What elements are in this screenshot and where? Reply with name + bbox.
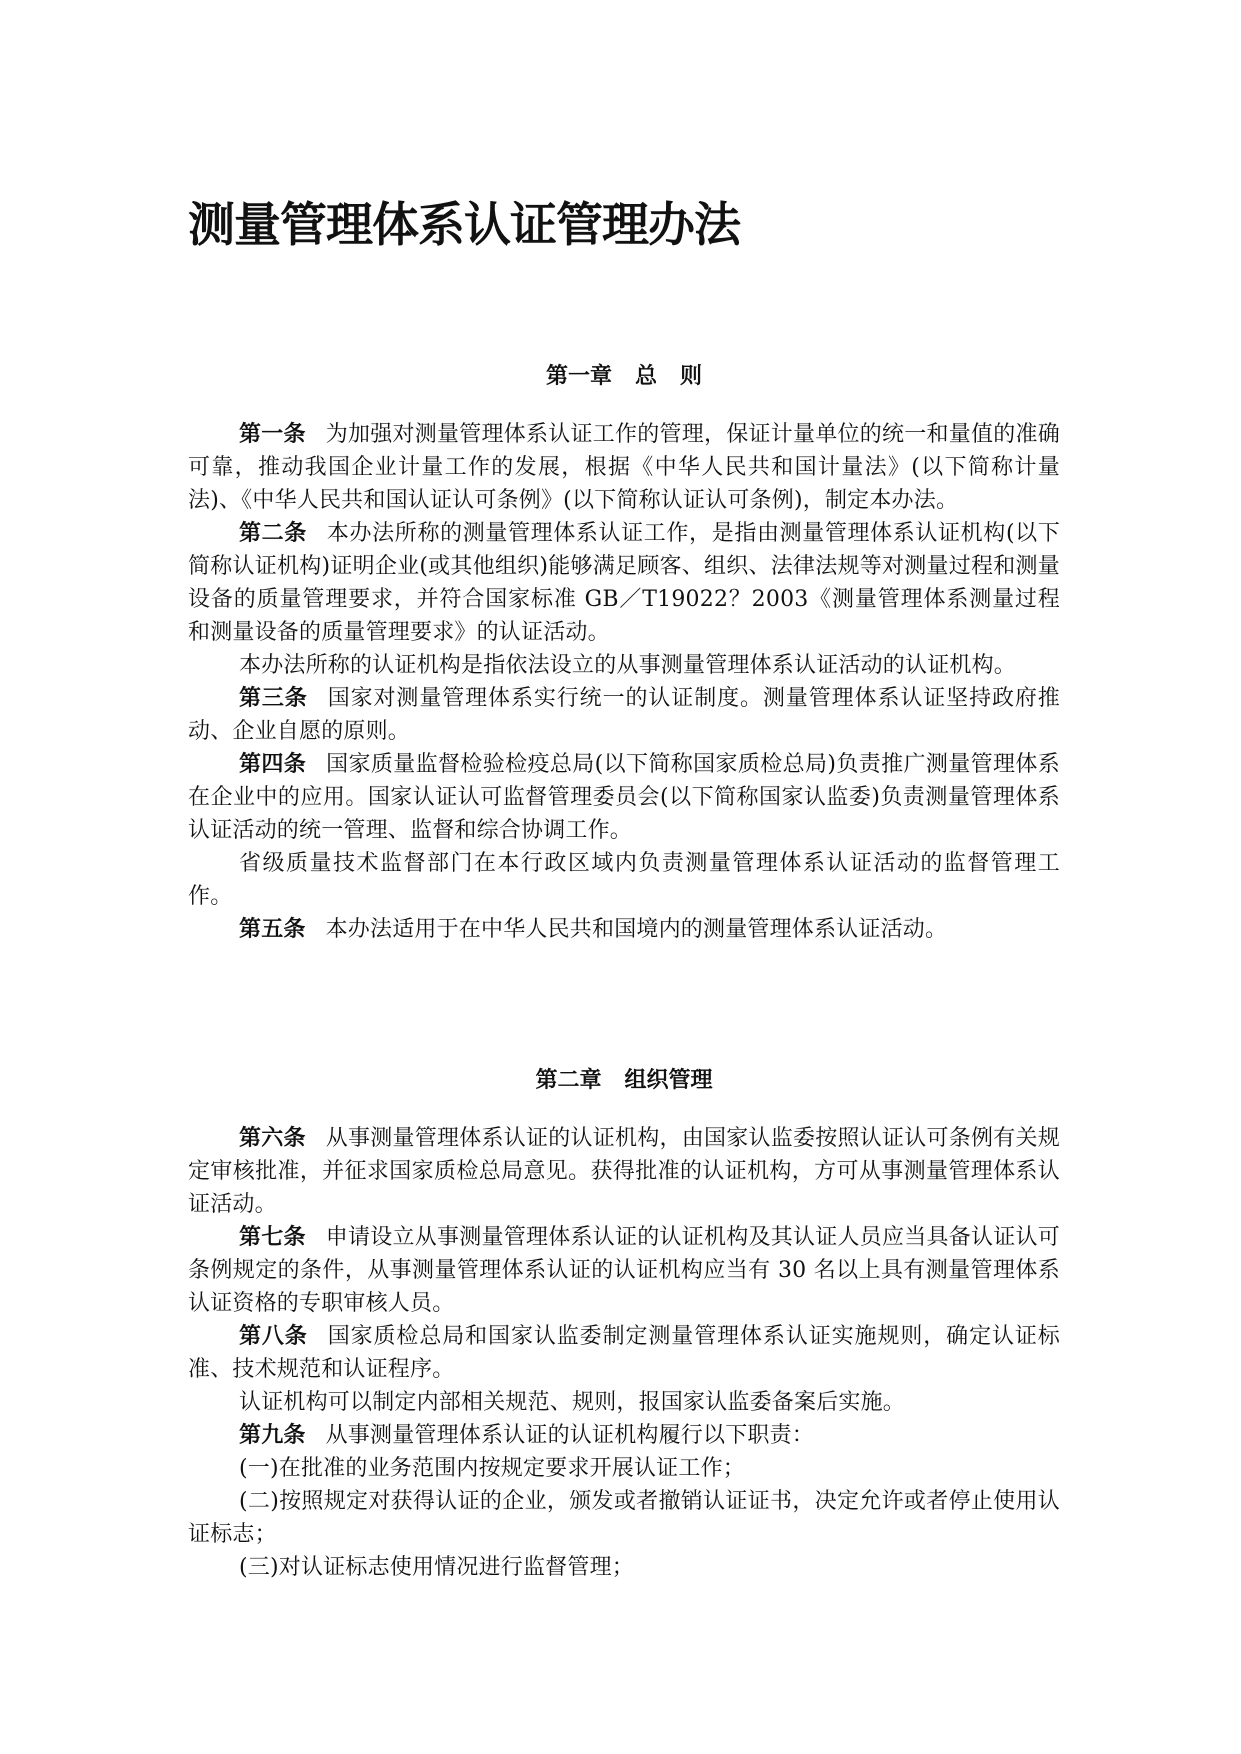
- chapter-heading-1: 第一章 总 则: [546, 364, 702, 389]
- paragraph-text: 本办法所称的认证机构是指依法设立的从事测量管理体系认证活动的认证机构。: [239, 653, 1017, 678]
- article-number: 第三条: [239, 686, 308, 711]
- list-item-text: (三)对认证标志使用情况进行监督管理；: [239, 1555, 634, 1580]
- article-number: 第四条: [239, 752, 307, 777]
- article-4-clause: [188, 847, 1060, 913]
- article-9: [188, 1419, 1060, 1452]
- article-text: 从事测量管理体系认证的认证机构，由国家认监委按照认证认可条例有关规定审核批准，并征求国家质检总局意见。获得批准的认证机构，方可从事测量管理体系认证活动。: [188, 1126, 1060, 1217]
- article-8-clause: [188, 1386, 1060, 1419]
- article-text: 国家对测量管理体系实行统一的认证制度。测量管理体系认证坚持政府推动、企业自愿的原则。: [188, 686, 1060, 744]
- article-number: 第一条: [239, 422, 306, 447]
- article-9-item-1: [188, 1452, 1060, 1485]
- article-4: [188, 748, 1060, 847]
- article-9-item-3: [188, 1551, 1060, 1584]
- article-text: 本办法所称的测量管理体系认证工作，是指由测量管理体系认证机构(以下简称认证机构)证明企业(或其他组织)能够满足顾客、组织、法律法规等对测量过程和测量设备的质量管理要求，并符合国家标准 GB／T19022？2003《测量管理体系测量过程和测量设备的质量管理要求》的认证活动。: [188, 521, 1060, 645]
- article-number: 第二条: [239, 521, 307, 546]
- list-item-text: (二)按照规定对获得认证的企业，颁发或者撤销认证证书，决定允许或者停止使用认证标志；: [188, 1489, 1060, 1547]
- article-2: [188, 517, 1060, 649]
- article-number: 第八条: [239, 1324, 308, 1349]
- article-text: 国家质检总局和国家认监委制定测量管理体系认证实施规则，确定认证标准、技术规范和认证程序。: [188, 1324, 1060, 1382]
- article-number: 第七条: [239, 1225, 306, 1250]
- article-text: 国家质量监督检验检疫总局(以下简称国家质检总局)负责推广测量管理体系在企业中的应用。国家认证认可监督管理委员会(以下简称国家认监委)负责测量管理体系认证活动的统一管理、监督和综合协调工作。: [188, 752, 1060, 843]
- article-5: [188, 913, 1060, 946]
- article-2-clause: [188, 649, 1060, 682]
- document-title: 测量管理体系认证管理办法: [188, 198, 740, 253]
- article-text: 申请设立从事测量管理体系认证的认证机构及其认证人员应当具备认证认可条例规定的条件，从事测量管理体系认证的认证机构应当有 30 名以上具有测量管理体系认证资格的专职审核人员。: [188, 1225, 1060, 1316]
- article-number: 第九条: [239, 1423, 306, 1448]
- chapter-heading-2: 第二章 组织管理: [535, 1068, 713, 1093]
- article-3: [188, 682, 1060, 748]
- paragraph-text: 认证机构可以制定内部相关规范、规则，报国家认监委备案后实施。: [239, 1390, 906, 1415]
- article-7: [188, 1221, 1060, 1320]
- article-text: 为加强对测量管理体系认证工作的管理，保证计量单位的统一和量值的准确可靠，推动我国企业计量工作的发展，根据《中华人民共和国计量法》(以下简称计量法)、《中华人民共和国认证认可条例》(以下简称认证认可条例)，制定本办法。: [188, 422, 1060, 513]
- article-1: [188, 418, 1060, 517]
- chapter-body-2: [188, 1122, 1060, 1584]
- article-text: 本办法适用于在中华人民共和国境内的测量管理体系认证活动。: [325, 917, 948, 942]
- article-text: 从事测量管理体系认证的认证机构履行以下职责：: [325, 1423, 815, 1448]
- article-number: 第六条: [239, 1126, 306, 1151]
- article-6: [188, 1122, 1060, 1221]
- article-number: 第五条: [239, 917, 306, 942]
- article-8: [188, 1320, 1060, 1386]
- list-item-text: (一)在批准的业务范围内按规定要求开展认证工作；: [239, 1456, 745, 1481]
- article-9-item-2: [188, 1485, 1060, 1551]
- paragraph-text: 省级质量技术监督部门在本行政区域内负责测量管理体系认证活动的监督管理工作。: [188, 851, 1060, 909]
- chapter-body-1: [188, 418, 1060, 946]
